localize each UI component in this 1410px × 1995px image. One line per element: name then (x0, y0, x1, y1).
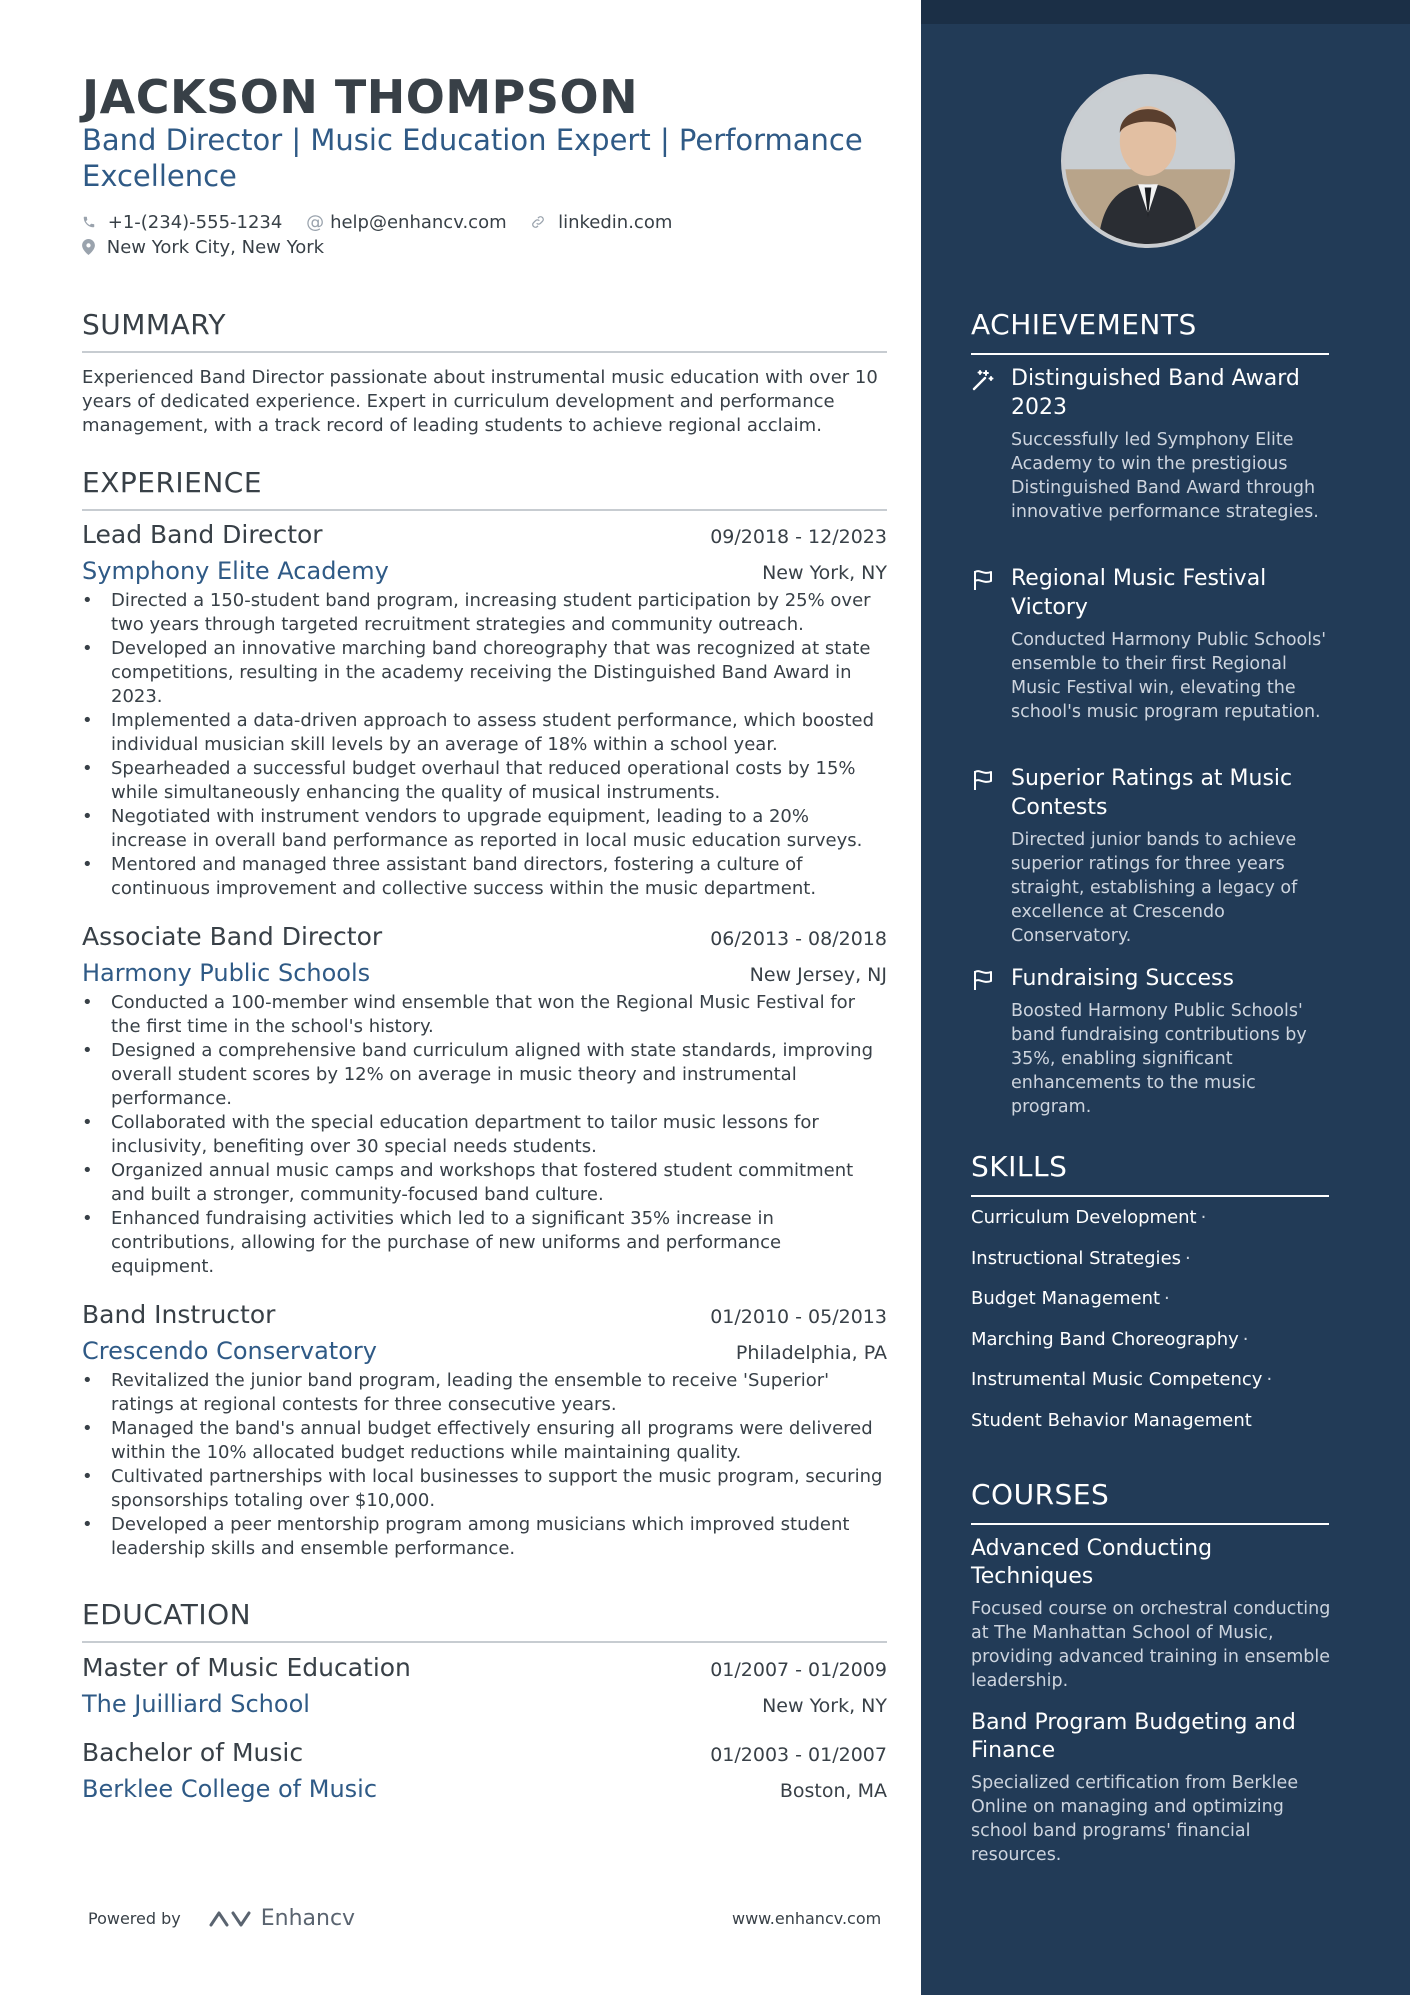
job-location: New York, NY (762, 562, 887, 584)
job-role: Associate Band Director (82, 922, 383, 951)
footer-url[interactable]: www.enhancv.com (732, 1909, 882, 1928)
sidebar (921, 0, 1410, 1995)
edu-location: Boston, MA (779, 1780, 887, 1802)
skill-item (971, 1405, 1331, 1446)
skill-item (971, 1243, 1331, 1284)
skills-heading: SKILLS (971, 1150, 1329, 1197)
avatar (1065, 78, 1231, 244)
phone-item (82, 212, 288, 233)
achievement-desc: Directed junior bands to achieve superior ratings for three years straight, establishing a legacy of excellence at Crescendo Conservatory. (1011, 830, 1298, 946)
achievement-item (971, 764, 1331, 948)
edu-degree: Bachelor of Music (82, 1738, 304, 1767)
achievement-title: Distinguished Band Award 2023 (1011, 366, 1300, 420)
enhancv-logo-icon (207, 1907, 253, 1931)
edu-location: New York, NY (762, 1695, 887, 1717)
skill-label: Student Behavior Management (971, 1409, 1252, 1431)
edu-dates: 01/2003 - 01/2007 (710, 1744, 887, 1766)
phone-icon (82, 212, 102, 233)
achievements-heading: ACHIEVEMENTS (971, 308, 1329, 355)
job-bullet: • Developed an innovative marching band choreography that was recognized at state competitions, resulting in the academy receiving the Distinguished Band Award in 2023. (82, 637, 887, 709)
job-company: Symphony Elite Academy (82, 557, 389, 585)
achievement-title: Regional Music Festival Victory (1011, 566, 1267, 620)
skill-separator: · (1266, 1369, 1273, 1390)
skill-separator: · (1242, 1328, 1249, 1350)
course-desc: Focused course on orchestral conducting at The Manhattan School of Music, providing advanced training in ensemble leadership. (971, 1599, 1331, 1691)
edu-school: The Juilliard School (82, 1690, 310, 1718)
job-location: Philadelphia, PA (735, 1342, 887, 1364)
skill-label: Marching Band Choreography (971, 1328, 1239, 1350)
phone-text[interactable]: +1-(234)-555-1234 (107, 212, 283, 233)
job-location: New Jersey, NJ (749, 964, 887, 986)
course-title: Band Program Budgeting and Finance (971, 1710, 1296, 1763)
location-text: New York City, New York (106, 237, 325, 258)
skills-list (971, 1202, 1331, 1445)
edu-degree: Master of Music Education (82, 1653, 411, 1682)
job-bullet: • Conducted a 100-member wind ensemble that won the Regional Music Festival for the first time in the school's history. (82, 991, 887, 1039)
achievement-item (971, 564, 1331, 724)
job-role: Band Instructor (82, 1300, 276, 1329)
skill-label: Budget Management (971, 1288, 1161, 1309)
job-bullet: • Directed a 150-student band program, increasing student participation by 25% over two years through targeted recruitment strategies and community outreach. (82, 589, 887, 637)
achievement-title: Fundraising Success (1011, 966, 1234, 991)
job-bullet: • Enhanced fundraising activities which led to a significant 35% increase in contributions, allowing for the purchase of new uniforms and performance equipment. (82, 1207, 887, 1279)
summary-text: Experienced Band Director passionate about instrumental music education with over 10 years of dedicated experience. Expert in curriculum development and performance management, with a track record of leading students to achieve regional acclaim. (82, 367, 878, 436)
linkedin-item (530, 212, 672, 233)
flag-icon (971, 968, 995, 992)
candidate-name: JACKSON THOMPSON (82, 70, 639, 124)
achievement-title: Superior Ratings at Music Contests (1011, 766, 1293, 820)
enhancv-logo[interactable] (207, 1906, 355, 1931)
edu-school: Berklee College of Music (82, 1775, 378, 1803)
email-text[interactable]: help@enhancv.com (330, 212, 507, 233)
linkedin-text[interactable]: linkedin.com (558, 212, 673, 233)
achievement-item (971, 964, 1331, 1119)
job-entry (82, 520, 887, 901)
magic-wand-icon (971, 368, 995, 392)
job-bullet: • Cultivated partnerships with local businesses to support the music program, securing sponsorships totaling over $10,000. (82, 1465, 887, 1513)
job-entry (82, 922, 887, 1279)
achievement-desc: Successfully led Symphony Elite Academy to win the prestigious Distinguished Band Award through innovative performance strategies. (1011, 430, 1319, 522)
job-bullets (82, 1369, 887, 1561)
job-bullet: • Mentored and managed three assistant band directors, fostering a culture of continuous improvement and collective success within the music department. (82, 853, 887, 901)
headline: Band Director | Music Education Expert | Performance Excellence (82, 123, 863, 193)
skill-separator: · (1164, 1288, 1170, 1309)
job-bullet: • Revitalized the junior band program, leading the ensemble to receive 'Superior' ratings at regional contests for three consecutive years. (82, 1369, 887, 1417)
achievement-desc: Conducted Harmony Public Schools' ensemble to their first Regional Music Festival win, elevating the school's music program reputation. (1011, 630, 1327, 722)
skill-label: Instrumental Music Competency (971, 1369, 1263, 1390)
skill-item (971, 1202, 1331, 1243)
job-bullet: • Managed the band's annual budget effectively ensuring all programs were delivered within the 10% allocated budget reductions while maintaining quality. (82, 1417, 887, 1465)
location-item (82, 237, 324, 258)
skill-separator: · (1185, 1247, 1191, 1269)
course-item (971, 1535, 1331, 1693)
edu-dates: 01/2007 - 01/2009 (710, 1659, 887, 1681)
course-desc: Specialized certification from Berklee Online on managing and optimizing school band programs' financial resources. (971, 1773, 1299, 1865)
contact-row (82, 212, 672, 233)
link-icon (530, 212, 552, 233)
job-bullet: • Organized annual music camps and workshops that fostered student commitment and built a stronger, community-focused band culture. (82, 1159, 887, 1207)
skill-label: Instructional Strategies (971, 1247, 1182, 1269)
job-bullet: • Implemented a data-driven approach to assess student performance, which boosted individual musician skill levels by an average of 18% within a school year. (82, 709, 887, 757)
job-company: Harmony Public Schools (82, 959, 371, 987)
education-heading: EDUCATION (82, 1598, 887, 1643)
job-bullets (82, 589, 887, 901)
skill-item (971, 1364, 1331, 1405)
brand-name: Enhancv (260, 1906, 356, 1931)
job-bullet: • Developed a peer mentorship program among musicians which improved student leadership skills and ensemble performance. (82, 1513, 887, 1561)
job-company: Crescendo Conservatory (82, 1337, 377, 1365)
skill-label: Curriculum Development (971, 1207, 1197, 1228)
course-title: Advanced Conducting Techniques (971, 1536, 1213, 1589)
skill-separator: · (1200, 1207, 1207, 1228)
job-dates: 01/2010 - 05/2013 (710, 1306, 887, 1328)
education-entry (82, 1738, 887, 1803)
job-bullet: • Spearheaded a successful budget overhaul that reduced operational costs by 15% while simultaneously enhancing the quality of musical instruments. (82, 757, 887, 805)
sidebar-top-band (921, 0, 1410, 24)
achievement-item (971, 364, 1331, 524)
job-bullets (82, 991, 887, 1279)
profile-photo (1061, 74, 1235, 248)
skill-item (971, 1283, 1331, 1324)
email-item (306, 212, 512, 233)
summary-heading: SUMMARY (82, 308, 887, 353)
job-dates: 06/2013 - 08/2018 (710, 928, 887, 950)
education-entry (82, 1653, 887, 1718)
footer-powered-by (88, 1906, 355, 1931)
powered-by-label: Powered by (88, 1909, 181, 1928)
job-bullet: • Collaborated with the special education department to tailor music lessons for inclusivity, benefiting over 30 special needs students. (82, 1111, 887, 1159)
at-icon: @ (306, 212, 325, 233)
flag-icon (971, 568, 995, 592)
achievement-desc: Boosted Harmony Public Schools' band fundraising contributions by 35%, enabling significant enhancements to the music program. (1011, 1001, 1307, 1117)
job-bullet: • Negotiated with instrument vendors to upgrade equipment, leading to a 20% increase in overall band performance as reported in local music education surveys. (82, 805, 887, 853)
skill-item (971, 1324, 1331, 1365)
courses-heading: COURSES (971, 1478, 1329, 1525)
job-dates: 09/2018 - 12/2023 (710, 526, 887, 548)
location-pin-icon (82, 237, 101, 258)
flag-icon (971, 768, 995, 792)
course-item (971, 1709, 1331, 1867)
job-entry (82, 1300, 887, 1561)
job-role: Lead Band Director (82, 520, 323, 549)
experience-heading: EXPERIENCE (82, 466, 887, 511)
job-bullet: • Designed a comprehensive band curriculum aligned with state standards, improving overall student scores by 12% on average in music theory and instrumental performance. (82, 1039, 887, 1111)
